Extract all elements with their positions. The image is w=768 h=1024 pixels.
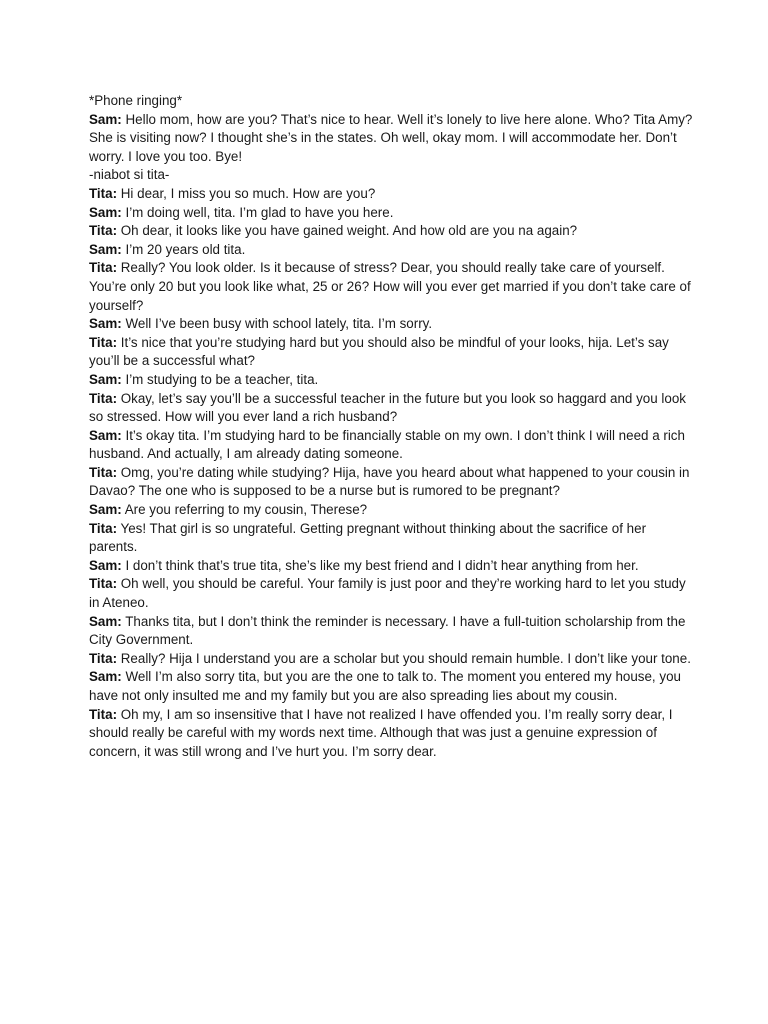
speaker-label: Sam: (89, 204, 122, 220)
speaker-label: Sam: (89, 427, 122, 443)
dialogue-line (89, 668, 693, 705)
dialogue-line (89, 166, 693, 185)
speaker-label: Tita: (89, 334, 118, 350)
dialogue-line (89, 557, 693, 576)
speaker-label: Tita: (89, 185, 118, 201)
dialogue-line (89, 427, 693, 464)
dialogue-line (89, 371, 693, 390)
line-text: Oh dear, it looks like you have gained weight. And how old are you na again? (117, 223, 578, 239)
dialogue-line (89, 92, 693, 111)
dialogue-line (89, 111, 693, 167)
line-text: I’m doing well, tita. I’m glad to have you here. (121, 204, 394, 220)
speaker-label: Tita: (89, 650, 118, 666)
speaker-label: Sam: (89, 502, 122, 518)
dialogue-line (89, 520, 693, 557)
line-text: Really? Hija I understand you are a scholar but you should remain humble. I don’t like your tone. (117, 650, 691, 666)
line-text: I don’t think that’s true tita, she’s like my best friend and I didn’t hear anything from her. (121, 557, 639, 573)
dialogue-line (89, 334, 693, 371)
line-text: Really? You look older. Is it because of stress? Dear, you should really take care of yourself. You’re only 20 but you look like what, 25 or 26? How will you ever get married if you don’t take care of yourself? (89, 260, 691, 313)
line-text: -niabot si tita- (89, 167, 170, 183)
line-text: Thanks tita, but I don’t think the reminder is necessary. I have a full-tuition scholarship from the City Government. (89, 613, 686, 648)
line-text: Well I’m also sorry tita, but you are the one to talk to. The moment you entered my house, you have not only insulted me and my family but you are also spreading lies about my cousin. (89, 669, 681, 703)
line-text: *Phone ringing* (89, 93, 183, 108)
speaker-label: Sam: (89, 557, 122, 573)
line-text: Yes! That girl is so ungrateful. Getting pregnant without thinking about the sacrifice of her parents. (89, 520, 647, 555)
dialogue-line (89, 204, 693, 223)
dialogue-line (89, 241, 693, 260)
dialogue-line (89, 259, 693, 315)
line-text: Okay, let’s say you’ll be a successful teacher in the future but you look so haggard and you look so stressed. How will you ever land a rich husband? (89, 390, 686, 425)
line-text: It’s nice that you’re studying hard but you should also be mindful of your looks, hija. Let’s say you’ll be a successful what? (89, 334, 669, 369)
dialogue-line (89, 613, 693, 650)
speaker-label: Tita: (89, 260, 118, 276)
dialogue-line (89, 650, 693, 669)
speaker-label: Sam: (89, 316, 122, 332)
speaker-label: Sam: (89, 613, 122, 629)
dialogue-line (89, 464, 693, 501)
line-text: Oh my, I am so insensitive that I have not realized I have offended you. I’m really sorry dear, I should really be careful with my words next time. Although that was just a genuine expression of concern, it was still wrong and I’ve hurt you. I’m sorry dear. (89, 706, 673, 759)
speaker-label: Sam: (89, 371, 122, 387)
speaker-label: Tita: (89, 520, 118, 536)
line-text: Are you referring to my cousin, Therese? (121, 502, 368, 518)
speaker-label: Tita: (89, 576, 118, 592)
dialogue-document (89, 92, 693, 761)
dialogue-line (89, 501, 693, 520)
line-text: I’m 20 years old tita. (121, 241, 246, 257)
line-text: Oh well, you should be careful. Your family is just poor and they’re working hard to let you study in Ateneo. (89, 576, 686, 611)
speaker-label: Sam: (89, 111, 122, 127)
dialogue-line (89, 185, 693, 204)
dialogue-line (89, 315, 693, 334)
line-text: It’s okay tita. I’m studying hard to be financially stable on my own. I don’t think I will need a rich husband. And actually, I am already dating someone. (89, 427, 685, 462)
line-text: Hello mom, how are you? That’s nice to hear. Well it’s lonely to live here alone. Who? Tita Amy? She is visiting now? I thought she’s in the states. Oh well, okay mom. I will accommodate her. Don’t worry. I love you too. Bye! (89, 111, 693, 164)
dialogue-line (89, 575, 693, 612)
speaker-label: Tita: (89, 390, 118, 406)
dialogue-line (89, 390, 693, 427)
dialogue-line (89, 706, 693, 762)
line-text: Omg, you’re dating while studying? Hija, have you heard about what happened to your cousin in Davao? The one who is supposed to be a nurse but is rumored to be pregnant? (89, 464, 690, 499)
speaker-label: Tita: (89, 223, 118, 239)
line-text: Well I’ve been busy with school lately, tita. I’m sorry. (121, 316, 433, 332)
speaker-label: Tita: (89, 464, 118, 480)
speaker-label: Tita: (89, 706, 118, 722)
line-text: I’m studying to be a teacher, tita. (121, 371, 319, 387)
line-text: Hi dear, I miss you so much. How are you? (117, 185, 376, 201)
speaker-label: Sam: (89, 669, 122, 685)
speaker-label: Sam: (89, 241, 122, 257)
dialogue-line (89, 222, 693, 241)
